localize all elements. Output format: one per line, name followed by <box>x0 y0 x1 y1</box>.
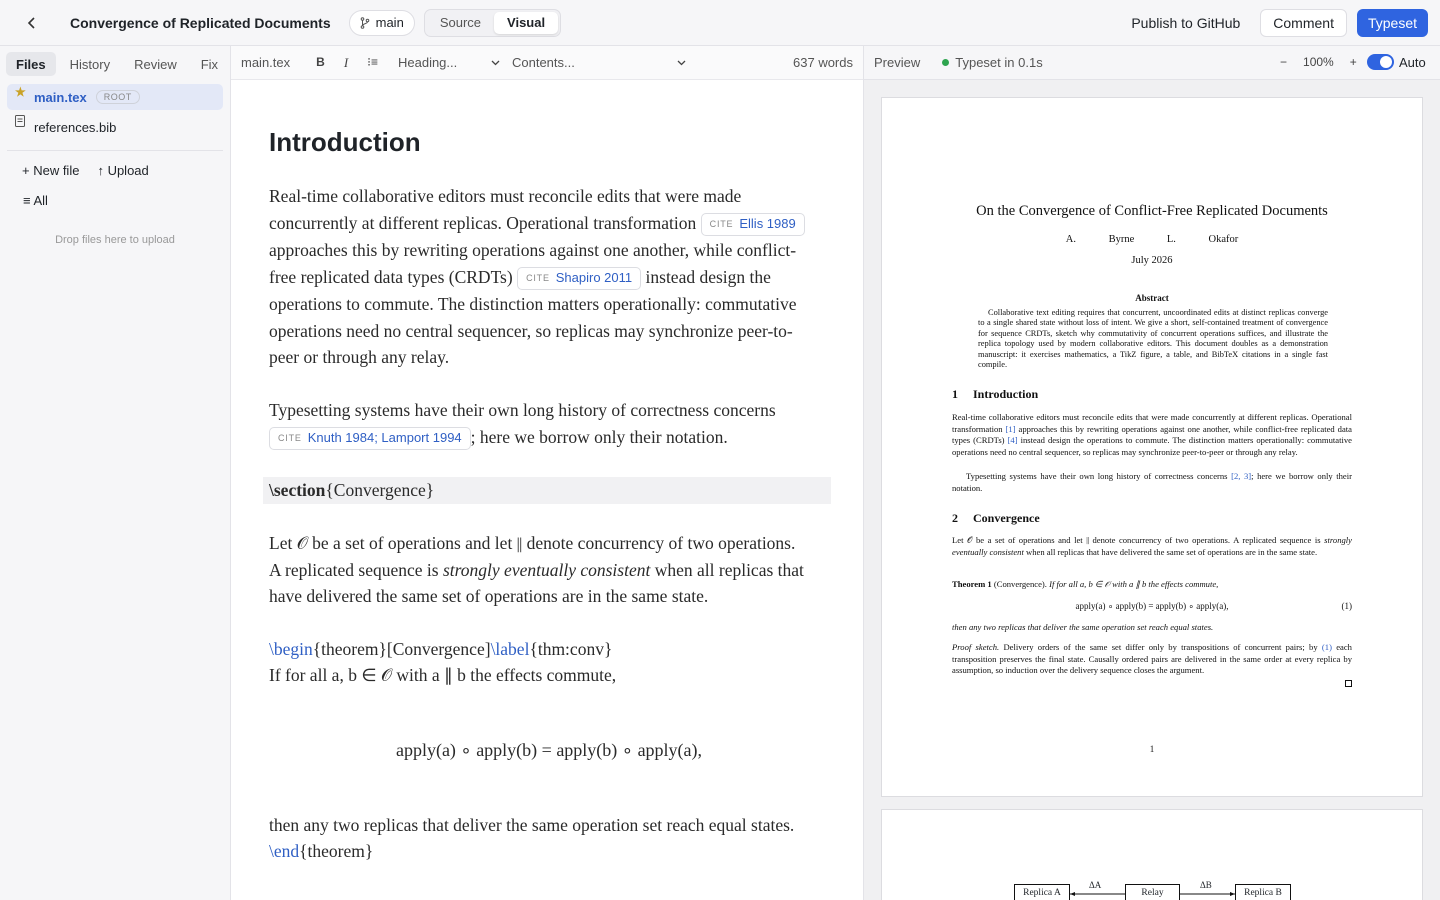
top-bar <box>0 0 1440 46</box>
section-title: Convergence <box>973 511 1040 525</box>
editor-toolbar <box>231 46 863 80</box>
latex-argument: {thm:conv} <box>529 638 613 659</box>
paper-authors: A. Byrne L. Okafor <box>1065 234 1239 245</box>
emphasis-text: strongly eventually consistent <box>442 559 651 580</box>
paragraph-text: Real-time collaborative editors must reconcile edits that were made concurrently at different replicas. Operational transformation <box>952 412 1352 434</box>
contents-select-value: Contents... <box>511 55 575 70</box>
italic-button[interactable]: I <box>343 54 349 70</box>
status-dot-icon <box>942 59 949 66</box>
paragraph[interactable] <box>269 183 809 371</box>
theorem-text: then any two replicas that deliver the same operation set reach equal states. <box>269 814 795 835</box>
tab-fix[interactable]: Fix <box>200 57 219 72</box>
new-file-button[interactable]: + New file <box>22 163 80 178</box>
tab-history[interactable]: History <box>69 57 111 72</box>
zoom-controls <box>1280 55 1357 69</box>
proof-text: Delivery orders of the same set differ only by transpositions of concurrent pairs; by <box>1003 642 1318 652</box>
typeset-button[interactable]: Typeset <box>1357 9 1428 37</box>
section-heading <box>952 387 1038 402</box>
theorem-text: If for all a, b ∈ 𝒪 with a ∥ b the effects commute, <box>1049 579 1219 589</box>
equation-link[interactable]: (1) <box>1321 642 1332 652</box>
cite-key: Ellis 1989 <box>739 216 796 232</box>
heading-select-value: Heading... <box>397 55 458 70</box>
back-button[interactable] <box>22 13 42 33</box>
typeset-status <box>942 55 1042 70</box>
abstract-text: Collaborative text editing requires that concurrent, uncoordinated edits at distinct replicas converge to a single shared state without loss of intent. We give a short, self-contained treatment of convergence for sequence CRDTs, sketch why commutativity of concurrent operations suffices, and illustrate the replica topology used by modern collaborative editors. This document doubles as a demonstration manuscript: it exercises mathematics, a TikZ figure, a table, and BibTeX citations in a single fast compile. <box>978 308 1328 370</box>
display-equation <box>952 601 1352 612</box>
theorem-block[interactable] <box>269 636 809 865</box>
paragraph-text: Typesetting systems have their own long history of correctness concerns <box>269 399 776 420</box>
paragraph <box>952 412 1352 459</box>
bullet-list-icon[interactable]: ⁝≡ <box>367 54 378 69</box>
editor-filename: main.tex <box>241 55 291 70</box>
file-icon <box>15 115 25 130</box>
section-command-line[interactable] <box>263 477 831 504</box>
theorem-conclusion <box>952 622 1352 634</box>
branch-name: main <box>375 15 404 30</box>
edge-label-delta-b: ΔB <box>1200 880 1212 890</box>
paper-date: July 2026 <box>1131 255 1173 266</box>
zoom-out-button[interactable]: − <box>1280 55 1288 69</box>
latex-command: \section <box>269 480 326 501</box>
paragraph[interactable] <box>269 530 809 610</box>
cite-label: CITE <box>526 273 550 284</box>
proof-heading: Proof sketch. <box>952 642 1000 652</box>
all-files-filter[interactable] <box>0 178 230 208</box>
chevron-down-icon <box>491 60 500 66</box>
citation-link[interactable]: [2, 3] <box>1231 471 1252 481</box>
equation-number: (1) <box>1341 601 1352 611</box>
drop-zone-hint[interactable]: Drop files here to upload <box>55 234 175 246</box>
sidebar <box>0 46 231 900</box>
contents-select[interactable] <box>512 55 686 70</box>
file-item-main-tex[interactable] <box>7 84 223 110</box>
paragraph-text: when all replicas that have delivered the same set of operations are in the same state. <box>269 559 804 607</box>
cite-key: Knuth 1984; Lamport 1994 <box>307 430 462 446</box>
publish-github-button[interactable]: Publish to GitHub <box>1131 15 1241 31</box>
pdf-preview <box>864 46 1440 900</box>
equation-text: apply(a) ∘ apply(b) = apply(b) ∘ apply(a), <box>1075 601 1229 611</box>
paragraph <box>952 471 1352 494</box>
theorem-heading: Theorem 1 <box>952 579 992 589</box>
proof-text: each transposition preserves the final state. Causally ordered pairs are delivered in the same order at every replica by assumption, so induction over the delivery sequence closes the argument. <box>952 642 1352 676</box>
node-relay: Relay <box>1125 884 1180 900</box>
paragraph-text: ; here we borrow only their notation. <box>470 426 728 447</box>
latex-command: \begin <box>269 638 313 659</box>
node-replica-b: Replica B <box>1235 884 1291 900</box>
file-name: references.bib <box>34 119 117 135</box>
preview-toolbar <box>864 46 1440 80</box>
paragraph[interactable] <box>269 397 809 451</box>
chevron-left-icon <box>26 17 38 29</box>
emphasis-text: strongly eventually consistent <box>952 535 1352 557</box>
mode-visual-tab[interactable]: Visual <box>494 12 558 34</box>
paragraph-text: instead design the operations to commute. The distinction matters operationally: commutative operations need no central sequencer, so replicas may synchronize peer-to-peer or through any relay. <box>269 266 797 368</box>
section-heading <box>952 511 1040 526</box>
paragraph-text: Let 𝒪 be a set of operations and let ∥ denote concurrency of two operations. A replicated sequence is <box>952 535 1321 545</box>
paragraph-text: instead design the operations to commute. The distinction matters operationally: commutative operations need no central sequencer, so replicas may synchronize peer-to-peer or through any relay. <box>952 435 1352 458</box>
edge-label-delta-a: ΔA <box>1089 880 1102 890</box>
paragraph <box>952 535 1352 558</box>
auto-typeset-toggle[interactable] <box>1367 54 1394 70</box>
latex-argument: {Convergence} <box>325 480 435 501</box>
editor-content[interactable] <box>231 127 863 865</box>
theorem-name: (Convergence). <box>993 579 1047 589</box>
bold-button[interactable]: B <box>316 54 325 69</box>
tab-review[interactable]: Review <box>134 57 177 72</box>
chevron-down-icon <box>677 60 686 66</box>
proof <box>952 642 1352 677</box>
status-text: Typeset in 0.1s <box>955 55 1043 70</box>
zoom-level: 100% <box>1303 55 1334 69</box>
citation-link[interactable]: [1] <box>1005 423 1016 434</box>
list-icon: ≡ <box>23 193 31 208</box>
arrowhead-icon <box>1070 892 1075 896</box>
latex-command: \end <box>269 841 300 862</box>
paragraph-text: approaches this by rewriting operations against one another, while conflict-free replicated data types (CRDTs) <box>269 240 797 287</box>
all-label: All <box>33 193 48 208</box>
display-equation[interactable]: apply(a) ∘ apply(b) = apply(b) ∘ apply(a), <box>395 739 703 760</box>
paragraph-text: when all replicas that have delivered the same set of operations are in the same state. <box>1026 546 1318 557</box>
auto-label: Auto <box>1399 55 1426 70</box>
paragraph-text: approaches this by rewriting operations against one another, while conflict-free replicated data types (CRDTs) <box>952 423 1352 446</box>
cite-label: CITE <box>278 433 302 444</box>
section-title: Introduction <box>973 387 1039 401</box>
word-count: 637 words <box>793 55 853 70</box>
star-icon: ★ <box>15 85 26 99</box>
theorem <box>952 579 1352 591</box>
theorem-text: If for all a, b ∈ 𝒪 with a ∥ b the effects commute, <box>269 665 617 686</box>
cite-label: CITE <box>709 219 734 230</box>
sidebar-tabs <box>0 46 230 80</box>
citation-chip[interactable] <box>517 267 641 290</box>
mode-source-tab[interactable]: Source <box>439 15 482 30</box>
upload-button[interactable]: ↑ Upload <box>97 163 149 178</box>
latex-option: [Convergence] <box>386 638 491 659</box>
comment-button[interactable]: Comment <box>1260 9 1347 37</box>
branch-selector[interactable] <box>349 10 415 36</box>
visual-editor <box>231 46 864 900</box>
pdf-page <box>881 97 1423 797</box>
tab-files[interactable]: Files <box>6 52 56 76</box>
document-title: Convergence of Replicated Documents <box>70 14 331 31</box>
section-heading[interactable]: Introduction <box>269 127 421 157</box>
latex-argument: {theorem} <box>312 638 387 659</box>
paragraph-text: Let 𝒪 be a set of operations and let ∥ denote concurrency of two operations. A replicated sequence is <box>269 533 796 580</box>
preview-label: Preview <box>874 55 921 70</box>
file-name: main.tex <box>34 89 87 105</box>
zoom-in-button[interactable]: + <box>1349 55 1357 69</box>
pdf-page-2 <box>881 809 1423 900</box>
cite-key: Shapiro 2011 <box>555 270 633 286</box>
page-number: 1 <box>1149 744 1155 754</box>
node-replica-a: Replica A <box>1014 884 1070 900</box>
paragraph-text: Real-time collaborative editors must reconcile edits that were made concurrently at different replicas. Operational transformation <box>269 186 742 233</box>
latex-argument: {theorem} <box>299 841 374 862</box>
abstract-heading: Abstract <box>1135 293 1169 303</box>
section-number: 2 <box>952 511 958 525</box>
mode-switch <box>424 9 561 37</box>
heading-select[interactable] <box>398 55 500 70</box>
paper-title: On the Convergence of Conflict-Free Replicated Documents <box>976 203 1328 219</box>
theorem-text: then any two replicas that deliver the same operation set reach equal states. <box>952 622 1214 632</box>
citation-link[interactable]: [4] <box>1007 435 1018 446</box>
citation-chip[interactable] <box>701 213 805 236</box>
latex-command: \label <box>490 638 530 659</box>
root-badge: ROOT <box>96 90 140 104</box>
git-branch-icon <box>360 17 370 29</box>
section-number: 1 <box>952 387 958 401</box>
paragraph-text: ; here we borrow only their notation. <box>952 471 1352 493</box>
file-item-references-bib[interactable] <box>7 114 223 140</box>
qed-icon <box>1345 680 1352 687</box>
paragraph-text: Typesetting systems have their own long history of correctness concerns <box>966 471 1228 481</box>
citation-chip[interactable] <box>269 427 471 450</box>
